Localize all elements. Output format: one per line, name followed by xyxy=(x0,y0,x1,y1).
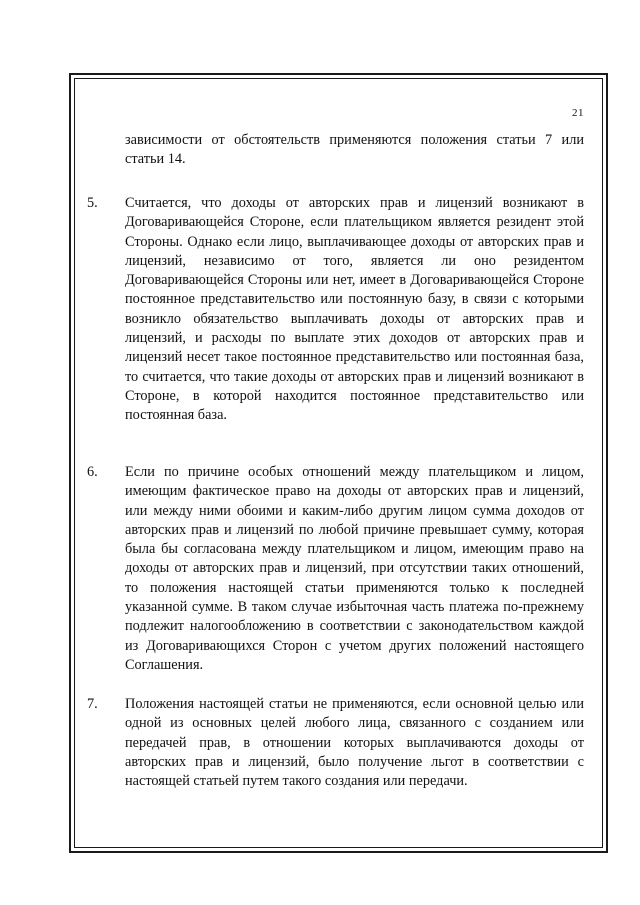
paragraph-text: Положения настоящей статьи не применяются, если основной целью или одной из основных целей любого лица, связанного с созданием или передачей прав, в отношении которых выплачиваются доходы от авторских прав и лицензий, было получение льгот в соответствии с настоящей статьей путем такого создания или передачи. xyxy=(125,696,584,790)
paragraph-text: Если по причине особых отношений между плательщиком и лицом, имеющим фактическое право на доходы от авторских прав и лицензий, или между ними обоими и каким-либо другим лицом сумма доходов от авторских прав и лицензий по любой причине превышает сумму, которая была бы согласована между плательщиком и лицом, имеющим право на доходы от авторских прав и лицензий, при отсутствии таких отношений, то положения настоящей статьи применяются только к последней указанной сумме. В таком случае избыточная часть платежа по-прежнему подлежит налогообложению в соответствии с законодательством каждой из Договаривающихся Сторон с учетом других положений настоящего Соглашения. xyxy=(125,464,584,673)
paragraph-number: 5. xyxy=(87,195,98,211)
paragraph-number: 7. xyxy=(87,696,98,712)
paragraph-text: Считается, что доходы от авторских прав и лицензий возникают в Договаривающейся Стороне, если плательщиком является резидент этой Стороны. Однако если лицо, выплачивающее доходы от авторских прав и лицензий, независимо от того, является ли оно резидентом Договаривающейся Стороны или нет, имеет в Договаривающейся Стороне постоянное представительство или постоянную базу, в связи с которыми возникло обязательство выплачивать доходы от авторских прав и лицензий, и расходы по выплате этих доходов от авторских прав и лицензий несет такое постоянное представительство или постоянная база, то считается, что такие доходы от авторских прав и лицензий возникают в Стороне, в которой находится постоянное представительство или постоянная база. xyxy=(125,195,584,424)
page-number: 21 xyxy=(572,107,584,119)
paragraph-number: 6. xyxy=(87,464,98,480)
continuation-text: зависимости от обстоятельств применяются положения статьи 7 или статьи 14. xyxy=(125,132,584,168)
